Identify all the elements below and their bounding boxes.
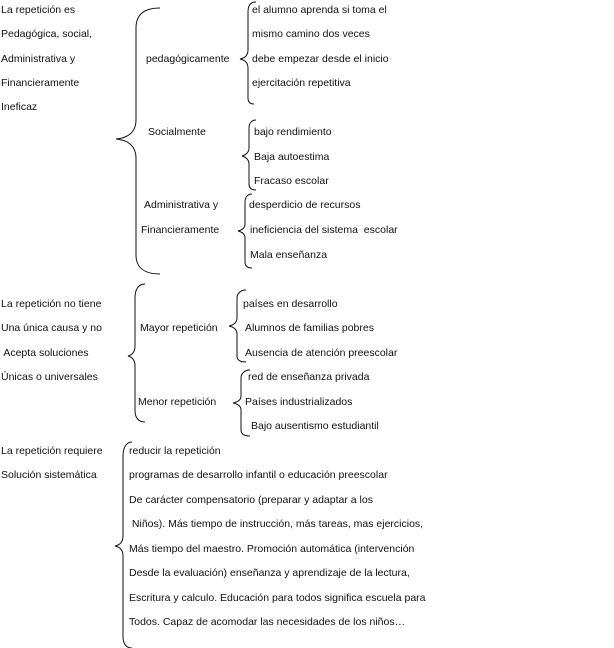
list-item: Mala enseñanza: [250, 249, 328, 261]
list-item: Alumnos de familias pobres: [245, 322, 374, 334]
list-item: el alumno aprenda si toma el: [252, 4, 387, 16]
list-item: Todos. Capaz de acomodar las necesidades de los niños…: [129, 616, 406, 628]
list-item: Niños). Más tiempo de instrucción, más tareas, mas ejercicios,: [129, 518, 424, 530]
branch-label-menor: Menor repetición: [138, 396, 217, 408]
list-item: Escritura y calculo. Educación para todos significa escuela para: [129, 592, 426, 604]
list-item: Fracaso escolar: [254, 175, 329, 187]
section-3-heading-line: La repetición requiere: [1, 445, 103, 457]
branch-label-socialmente: Socialmente: [148, 126, 206, 138]
branch-label-administrativa: Administrativa y: [144, 199, 219, 211]
list-item: mismo camino dos veces: [252, 28, 370, 40]
branch-label-mayor: Mayor repetición: [140, 322, 218, 334]
list-item: países en desarrollo: [243, 298, 338, 310]
section-2-heading-line: Únicas o universales: [1, 371, 98, 383]
list-item: Más tiempo del maestro. Promoción automática (intervención: [129, 543, 415, 555]
list-item: Desde la evaluación) enseñanza y aprendizaje de la lectura,: [129, 567, 410, 579]
list-item: ejercitación repetitiva: [252, 77, 351, 89]
list-item: red de enseñanza privada: [248, 371, 370, 383]
section-2-heading-line: Una única causa y no: [1, 322, 102, 334]
section-1-heading-line: Pedagógica, social,: [1, 28, 93, 40]
branch-label-pedagogicamente: pedagógicamente: [146, 53, 230, 65]
section-1-heading-line: Administrativa y: [1, 53, 76, 65]
list-item: Baja autoestima: [254, 151, 330, 163]
section-1-heading-line: Financieramente: [1, 77, 80, 89]
list-item: Bajo ausentismo estudiantil: [251, 420, 379, 432]
list-item: De carácter compensatorio (preparar y adaptar a los: [129, 494, 373, 506]
list-item: Ausencia de atención preescolar: [245, 347, 398, 359]
section-1-heading-line: La repetición es: [1, 4, 76, 16]
list-item: bajo rendimiento: [254, 126, 332, 138]
branch-label-administrativa: Financieramente: [141, 224, 220, 236]
section-1-heading-line: Ineficaz: [1, 101, 38, 113]
list-item: desperdicio de recursos: [249, 199, 361, 211]
list-item: ineficiencia del sistema escolar: [250, 224, 398, 236]
section-3-heading-line: Solución sistemática: [1, 469, 97, 481]
list-item: debe empezar desde el inicio: [252, 53, 389, 65]
list-item: reducir la repetición: [129, 445, 221, 457]
section-2-heading-line: Acepta soluciones: [1, 347, 89, 359]
list-item: Países industrializados: [245, 396, 353, 408]
section-2-heading-line: La repetición no tiene: [1, 298, 102, 310]
list-item: programas de desarrollo infantil o educación preescolar: [129, 469, 388, 481]
